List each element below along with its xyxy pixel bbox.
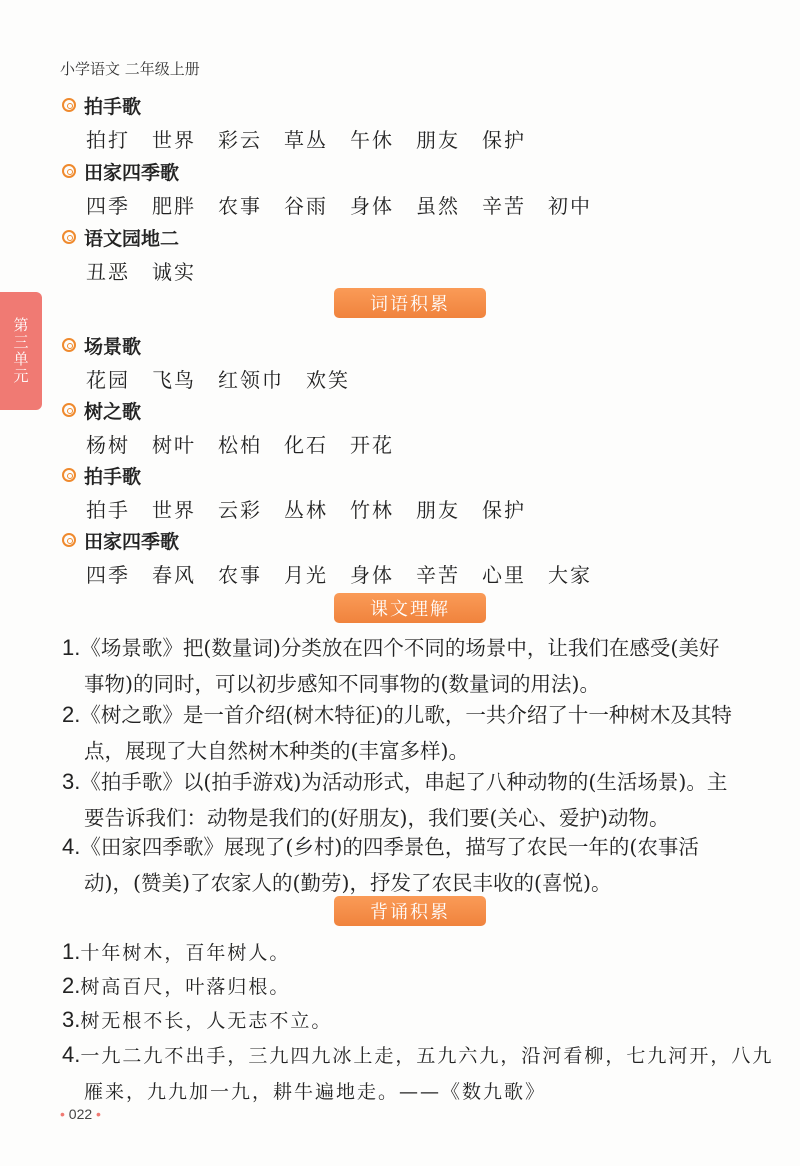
word: 拍手 [86, 498, 130, 522]
item-number: 1. [62, 939, 81, 964]
word: 朋友 [416, 498, 460, 522]
section-title: 树之歌 [62, 397, 141, 423]
word: 四季 [86, 563, 130, 587]
word: 花园 [86, 368, 130, 392]
item-text-cont: 事物)的同时，可以初步感知不同事物的(数量词的用法)。 [84, 672, 600, 696]
word: 拍打 [86, 128, 130, 152]
section-title: 田家四季歌 [62, 158, 179, 184]
item-text-cont: 动)，(赞美)了农家人的(勤劳)，抒发了农民丰收的(喜悦)。 [84, 871, 612, 895]
word-row [86, 190, 614, 219]
item-number: 3. [62, 1007, 81, 1032]
item-number: 2. [62, 973, 81, 998]
section-title: 田家四季歌 [62, 527, 179, 553]
word: 谷雨 [284, 194, 328, 218]
recite-item [62, 934, 782, 971]
page-header: 小学语文 二年级上册 [60, 60, 200, 78]
section-title: 场景歌 [62, 332, 141, 358]
word: 松柏 [218, 433, 262, 457]
word: 农事 [218, 194, 262, 218]
word: 世界 [152, 128, 196, 152]
unit-side-tab [0, 292, 42, 410]
item-text: 《拍手歌》以(拍手游戏)为活动形式，串起了八种动物的(生活场景)。主 [80, 770, 728, 794]
recite-item [62, 1037, 782, 1110]
word: 心里 [482, 563, 526, 587]
word: 身体 [350, 563, 394, 587]
item-text: 树高百尺，叶落归根。 [80, 976, 291, 998]
understanding-item [62, 764, 780, 836]
word: 杨树 [86, 433, 130, 457]
target-icon [62, 533, 76, 547]
target-icon [62, 403, 76, 417]
word: 大家 [548, 563, 592, 587]
word: 世界 [152, 498, 196, 522]
word: 初中 [548, 194, 592, 218]
word: 四季 [86, 194, 130, 218]
section-title: 拍手歌 [62, 92, 141, 118]
item-text-cont: 雁来，九九加一九，耕牛遍地走。——《数九歌》 [84, 1081, 547, 1103]
word: 红领巾 [218, 368, 284, 392]
word: 月光 [284, 563, 328, 587]
item-text-cont: 要告诉我们：动物是我们的(好朋友)，我们要(关心、爱护)动物。 [84, 806, 670, 830]
item-text: 一九二九不出手，三九四九冰上走，五九六九，沿河看柳，七九河开，八九 [80, 1045, 774, 1067]
word-row [86, 494, 548, 523]
banner-recite: 背诵积累 [334, 896, 486, 926]
word: 草丛 [284, 128, 328, 152]
word: 保护 [482, 128, 526, 152]
word: 开花 [350, 433, 394, 457]
section-title: 拍手歌 [62, 462, 141, 488]
word: 丑恶 [86, 260, 130, 284]
item-text: 《田家四季歌》展现了(乡村)的四季景色，描写了农民一年的(农事活 [80, 835, 699, 859]
word-row [86, 364, 372, 393]
banner-vocab: 词语积累 [334, 288, 486, 318]
item-number: 2. [62, 702, 81, 727]
item-text-cont: 点，展现了大自然树木种类的(丰富多样)。 [84, 739, 469, 763]
target-icon [62, 338, 76, 352]
word: 虽然 [416, 194, 460, 218]
word: 欢笑 [306, 368, 350, 392]
word: 诚实 [152, 260, 196, 284]
word-row [86, 256, 218, 285]
target-icon [62, 164, 76, 178]
understanding-item [62, 630, 780, 702]
target-icon [62, 230, 76, 244]
word: 朋友 [416, 128, 460, 152]
word: 肥胖 [152, 194, 196, 218]
recite-item [62, 968, 782, 1005]
word: 午休 [350, 128, 394, 152]
word: 保护 [482, 498, 526, 522]
word: 辛苦 [416, 563, 460, 587]
target-icon [62, 98, 76, 112]
word: 身体 [350, 194, 394, 218]
item-text: 树无根不长，人无志不立。 [80, 1010, 333, 1032]
word: 春风 [152, 563, 196, 587]
unit-label: 第三单元 [11, 317, 30, 385]
item-number: 4. [62, 834, 81, 859]
word: 化石 [284, 433, 328, 457]
banner-understand: 课文理解 [334, 593, 486, 623]
word: 飞鸟 [152, 368, 196, 392]
recite-item [62, 1002, 782, 1039]
word: 彩云 [218, 128, 262, 152]
word: 云彩 [218, 498, 262, 522]
item-number: 3. [62, 769, 81, 794]
section-title: 语文园地二 [62, 224, 179, 250]
word-row [86, 559, 614, 588]
word: 竹林 [350, 498, 394, 522]
item-text: 《树之歌》是一首介绍(树木特征)的儿歌，一共介绍了十一种树木及其特 [80, 703, 732, 727]
word-row [86, 429, 416, 458]
word-row [86, 124, 548, 153]
understanding-item [62, 697, 780, 769]
word: 辛苦 [482, 194, 526, 218]
target-icon [62, 468, 76, 482]
item-text: 十年树木，百年树人。 [80, 942, 291, 964]
word: 树叶 [152, 433, 196, 457]
word: 农事 [218, 563, 262, 587]
understanding-item [62, 829, 780, 901]
item-number: 1. [62, 635, 81, 660]
word: 丛林 [284, 498, 328, 522]
item-number: 4. [62, 1042, 81, 1067]
item-text: 《场景歌》把(数量词)分类放在四个不同的场景中，让我们在感受(美好 [80, 636, 720, 660]
page-number: • 022 • [60, 1106, 101, 1122]
